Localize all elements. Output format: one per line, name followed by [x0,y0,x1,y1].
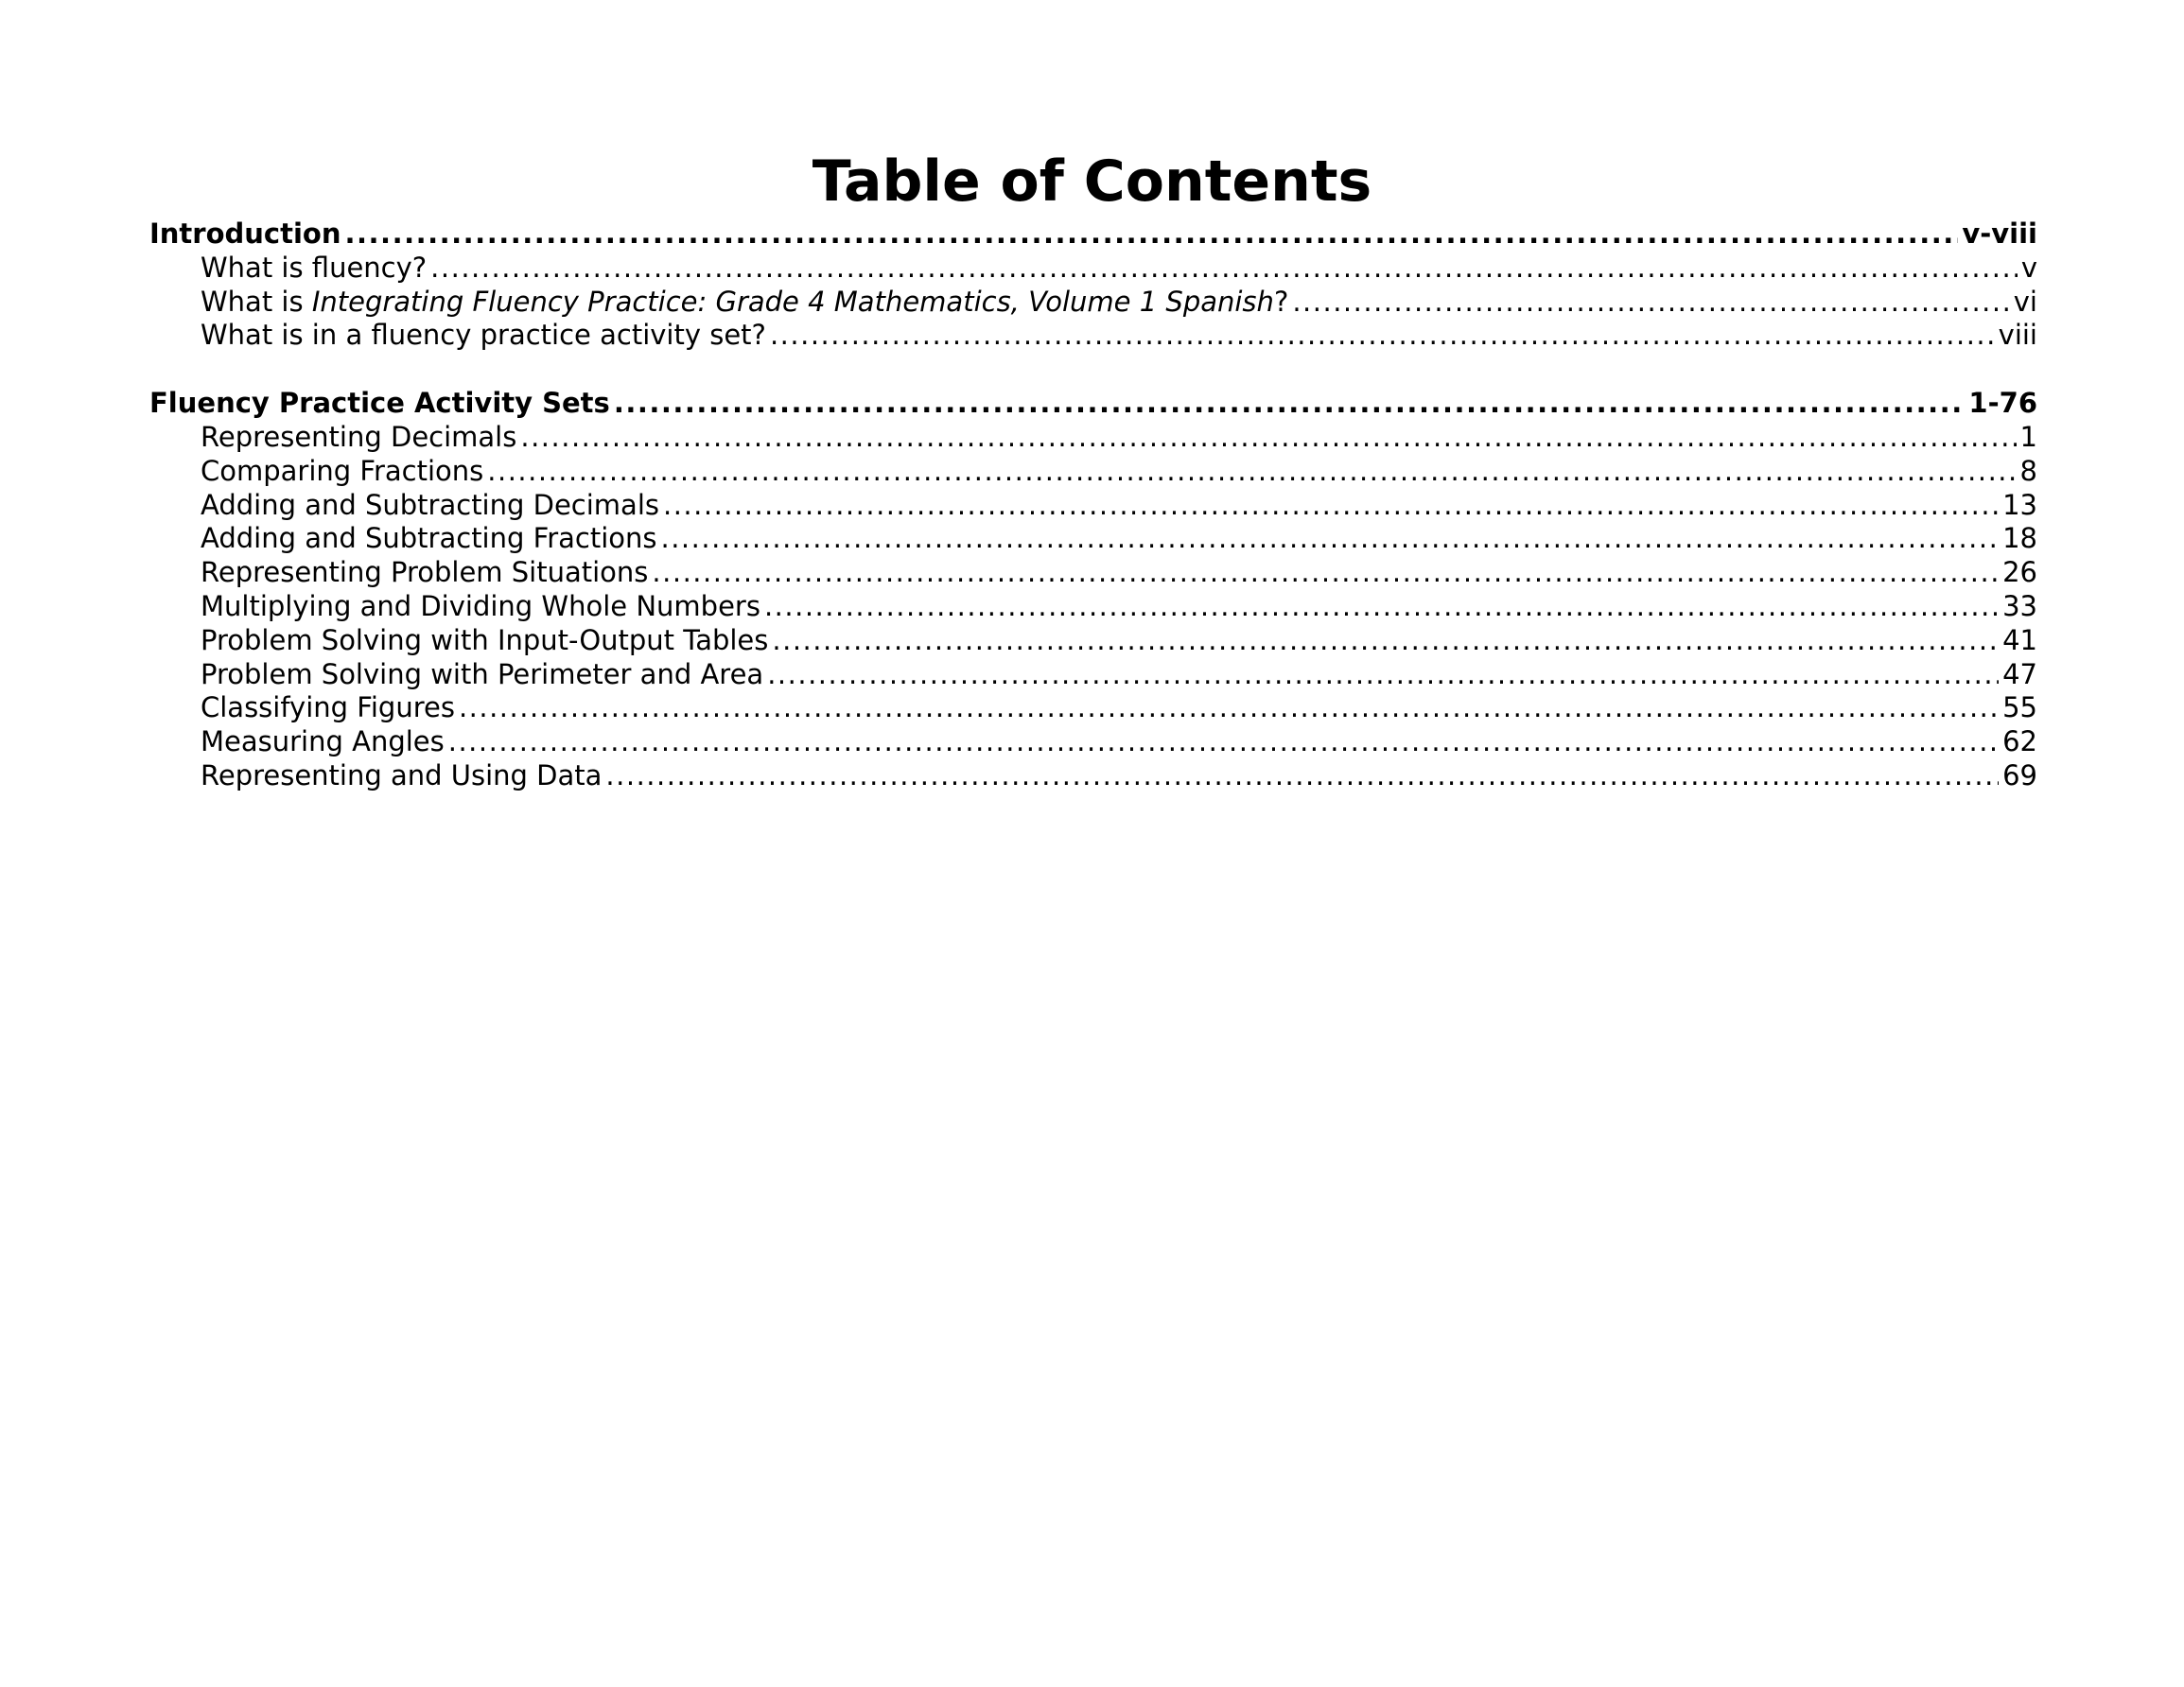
toc-item-label: Multiplying and Dividing Whole Numbers [201,589,760,622]
toc-page-number: 33 [2002,589,2037,622]
dot-leader [767,658,1999,692]
toc-item[interactable] [149,658,2037,692]
toc-page-number: 26 [2002,556,2037,589]
dot-leader [345,217,1959,252]
toc-page-number: 62 [2002,725,2037,758]
toc-item[interactable] [149,252,2037,286]
toc-page-number: 1 [2019,420,2037,453]
toc-item-label [201,286,1288,320]
toc-page-number: 41 [2002,623,2037,656]
toc-page-number: 69 [2002,758,2037,791]
toc-page-number: 1-76 [1968,387,2037,420]
toc-item[interactable] [149,759,2037,793]
table-of-contents [149,217,2037,793]
toc-item[interactable] [149,556,2037,590]
section-spacer [149,353,2037,387]
toc-section-activity-sets[interactable] [149,387,2037,421]
toc-section-label: Introduction [149,217,341,250]
toc-item[interactable] [149,286,2037,320]
toc-page-number: v [2020,251,2037,284]
dot-leader [430,252,2018,286]
toc-page-number: vi [2013,285,2037,318]
dot-leader [487,455,2016,489]
toc-page-number: 55 [2002,691,2037,724]
toc-item-label: Representing Decimals [201,420,517,453]
dot-leader [614,387,1966,421]
dot-leader [652,556,1999,590]
toc-page-number: 18 [2002,522,2037,555]
toc-section-label: Fluency Practice Activity Sets [149,387,610,420]
toc-item-label: Problem Solving with Perimeter and Area [201,657,764,690]
dot-leader [605,759,1999,793]
dot-leader [520,421,2016,455]
toc-page-number: viii [1998,319,2037,352]
toc-item-label: What is in a fluency practice activity set? [201,319,766,352]
toc-page-number: 13 [2002,488,2037,521]
toc-item-label-suffix: ? [1273,285,1289,318]
toc-item[interactable] [149,421,2037,455]
toc-item[interactable] [149,590,2037,624]
toc-item[interactable] [149,691,2037,725]
dot-leader [770,319,1995,353]
toc-item-label: Classifying Figures [201,691,455,724]
dot-leader [448,725,1999,759]
toc-item-label: Comparing Fractions [201,454,484,487]
dot-leader [459,691,1999,725]
dot-leader [661,522,2000,556]
toc-item-label: What is fluency? [201,251,428,284]
toc-item-label: Adding and Subtracting Decimals [201,488,659,521]
toc-item[interactable] [149,522,2037,556]
toc-item-label: Adding and Subtracting Fractions [201,522,657,555]
toc-page-number: 8 [2019,454,2037,487]
toc-item[interactable] [149,489,2037,523]
toc-item-label: Problem Solving with Input-Output Tables [201,623,769,656]
dot-leader [1292,286,2009,320]
toc-item[interactable] [149,624,2037,658]
toc-item[interactable] [149,455,2037,489]
page-title: Table of Contents [812,148,1372,215]
toc-section-introduction[interactable] [149,217,2037,252]
dot-leader [764,590,1999,624]
dot-leader [772,624,1999,658]
toc-item-label: Measuring Angles [201,725,445,758]
toc-page-number: v-viii [1962,217,2037,250]
toc-item-book-title: Integrating Fluency Practice: Grade 4 Mathematics, Volume 1 Spanish [311,285,1274,318]
toc-item[interactable] [149,725,2037,759]
toc-item-label-prefix: What is [201,285,312,318]
toc-item[interactable] [149,319,2037,353]
dot-leader [663,489,1999,523]
toc-item-label: Representing Problem Situations [201,556,649,589]
toc-item-label: Representing and Using Data [201,758,603,791]
toc-page-number: 47 [2002,657,2037,690]
